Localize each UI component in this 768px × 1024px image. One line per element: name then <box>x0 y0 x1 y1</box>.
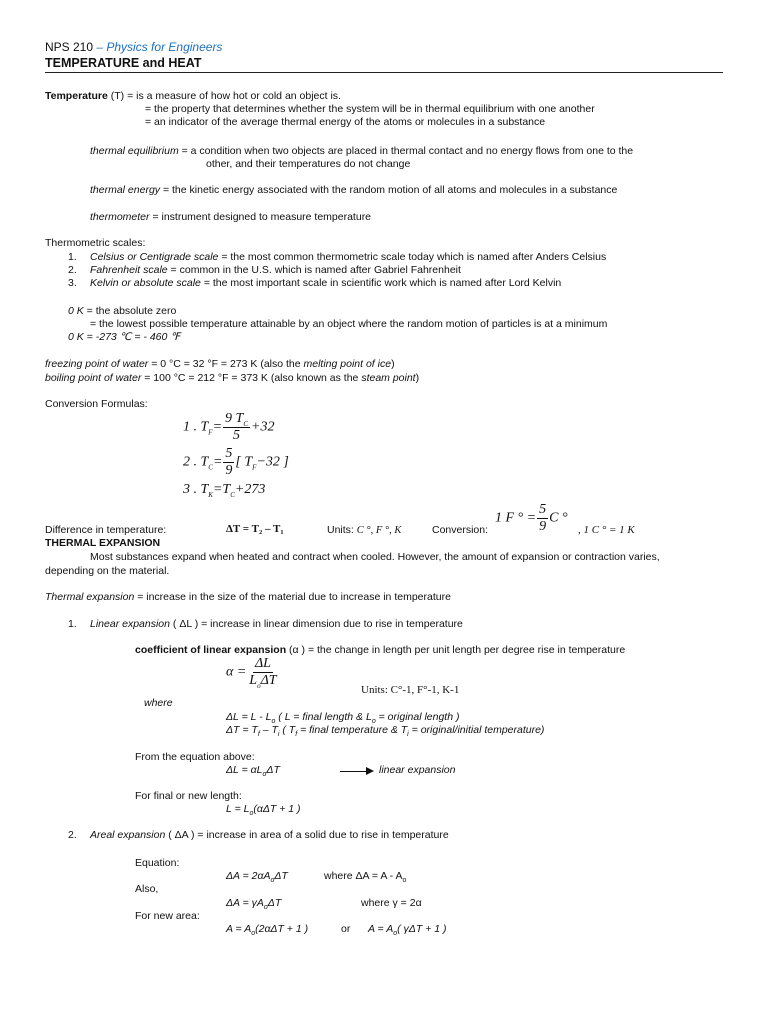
thermal-equilibrium-text: = a condition when two objects are placed in thermal contact and no energy flows from one to the <box>178 145 634 157</box>
areal-where-sub: o <box>402 877 407 885</box>
scale-term: Celsius or Centigrade scale <box>90 251 219 263</box>
scale-item <box>68 277 562 289</box>
units-line <box>327 524 401 536</box>
delta-t-a: ΔT = T <box>226 724 258 736</box>
thermal-expansion-para1: Most substances expand when heated and contract when cooled. However, the amount of expansion or contraction varies, <box>90 551 660 563</box>
temperature-def <box>45 90 341 102</box>
thermal-expansion-para2: depending on the material. <box>45 565 170 577</box>
areal-term: Areal expansion <box>90 829 166 841</box>
delta-l-c: = original length ) <box>375 711 460 723</box>
formula-2-den: 9 <box>225 463 233 478</box>
formula-1-num: 9 T <box>225 411 244 426</box>
also-label: Also, <box>135 883 159 895</box>
areal-eq1-sub: o <box>270 877 275 885</box>
formula-3-sub2: C <box>230 490 235 499</box>
thermal-energy-term: thermal energy <box>90 184 161 196</box>
coefficient-term: coefficient of linear expansion <box>135 644 287 656</box>
areal-eq1-a: ΔA = 2αA <box>226 870 271 882</box>
formula-1-tail: +32 <box>251 419 275 435</box>
thermal-equilibrium-term: thermal equilibrium <box>90 145 179 157</box>
conversion-heading: Conversion Formulas: <box>45 398 148 410</box>
freezing-term: freezing point of water <box>45 358 149 370</box>
formula-2-tail-sub: F <box>252 463 257 472</box>
difference-label: Difference in temperature: <box>45 524 167 536</box>
areal-where-a: where ΔA = A - A <box>324 870 403 882</box>
absolute-zero-term: 0 K <box>68 305 84 317</box>
linear-eq-a: ΔL = αL <box>226 764 263 776</box>
thermal-expansion-heading: THERMAL EXPANSION <box>45 537 161 549</box>
boiling-alt: steam point <box>361 372 416 384</box>
difference-formula: ΔT = T₂ – T₁ <box>226 523 284 535</box>
linear-eq-sub: o <box>262 771 267 779</box>
freezing-alt: melting point of ice <box>303 358 392 370</box>
boiling-point <box>45 372 419 384</box>
scale-item <box>68 251 607 263</box>
areal-eq3-d: ( γΔT + 1 ) <box>397 923 447 935</box>
conversion-label: Conversion: <box>432 524 489 536</box>
delta-t-b: – T <box>259 724 278 736</box>
thermometer-def <box>90 211 371 223</box>
course-subtitle: – Physics for Engineers <box>96 40 223 54</box>
formula-3 <box>183 482 265 498</box>
boiling-term: boiling point of water <box>45 372 142 384</box>
units-label: Units: <box>327 524 357 536</box>
linear-expansion-eq <box>226 764 280 779</box>
course-code: NPS 210 <box>45 40 94 54</box>
formula-2: 2 . $T_C=$ $\frac{5}{9}$ [ $T_F-32$ ] <box>183 446 289 478</box>
thermal-equilibrium-def <box>90 145 633 157</box>
thermal-equilibrium-text2: other, and their temperatures do not change <box>206 158 411 170</box>
areal-num: 2. <box>68 829 77 841</box>
formula-1-den: 5 <box>233 428 241 443</box>
final-length-label: For final or new length: <box>135 790 242 802</box>
delta-l-sub2: o <box>371 718 376 726</box>
areal-eq3-or: or <box>341 923 351 935</box>
areal-eq2-where: where γ = 2α <box>361 897 422 909</box>
areal-eq3-sub: o <box>251 930 256 938</box>
delta-t-sub4: i <box>407 731 409 739</box>
formula-1-sub: F <box>208 428 213 437</box>
thermal-energy-def <box>90 184 617 196</box>
linear-num: 1. <box>68 618 77 630</box>
final-length-eq <box>226 803 301 818</box>
areal-eq3-b: (2αΔT + 1 ) <box>255 923 309 935</box>
thermal-energy-text: = the kinetic energy associated with the random motion of all atoms and molecules in a substance <box>160 184 618 196</box>
delta-l-def <box>226 711 460 726</box>
linear-units: Units: C°-1, F°-1, K-1 <box>361 684 460 696</box>
coefficient-def <box>135 644 625 656</box>
absolute-zero-text: = the absolute zero <box>83 305 177 317</box>
linear-term: Linear expansion <box>90 618 170 630</box>
from-equation-label: From the equation above: <box>135 751 255 763</box>
formula-2-num: 5 <box>225 446 233 461</box>
alpha-den-sub: o <box>257 681 261 690</box>
course-header <box>45 40 222 54</box>
formula-1-num-sub: C <box>243 419 248 428</box>
linear-expansion-arrow-label: linear expansion <box>379 764 456 776</box>
temperature-def2: = the property that determines whether the system will be in thermal equilibrium with one another <box>145 103 595 115</box>
areal-text: ( ΔA ) = increase in area of a solid due to rise in temperature <box>165 829 449 841</box>
formula-2-sub: C <box>208 463 213 472</box>
arrow-line <box>340 771 368 772</box>
formula-2-tail-a: [ T <box>235 454 253 470</box>
delta-t-sub2: i <box>277 731 280 739</box>
absolute-zero-values: 0 K = -273 ℃ = - 460 ℉ <box>68 331 181 343</box>
delta-t-sub: f <box>257 731 260 739</box>
freezing-point <box>45 358 395 370</box>
formula-3-label: 3 . T <box>183 482 209 497</box>
absolute-zero-def <box>68 305 176 317</box>
areal-eq3-sub2: o <box>393 930 398 938</box>
areal-eq3-alt <box>368 923 447 938</box>
alpha-den: L <box>249 673 258 688</box>
scale-text: = the most common thermometric scale today which is named after Anders Celsius <box>218 251 607 263</box>
temperature-def3: = an indicator of the average thermal energy of the atoms or molecules in a substance <box>145 116 546 128</box>
areal-eq1-b: ΔT <box>274 870 288 882</box>
arrow-right-icon <box>366 767 374 775</box>
alpha-den-tail: ΔT <box>260 673 277 688</box>
thermal-expansion-def <box>45 591 451 603</box>
freezing-close: ) <box>391 358 395 370</box>
temperature-term: Temperature <box>45 90 108 102</box>
areal-eq1-where <box>324 870 407 885</box>
conversion-num: 5 <box>539 502 547 517</box>
alpha-formula <box>226 657 280 688</box>
thermal-expansion-text: = increase in the size of the material due to increase in temperature <box>134 591 451 603</box>
scale-num: 3. <box>68 277 77 289</box>
scale-term: Fahrenheit scale <box>90 264 168 276</box>
conversion-formula <box>495 503 568 534</box>
areal-eq1 <box>226 870 288 885</box>
areal-eq3-a: A = A <box>226 923 252 935</box>
thermal-expansion-term: Thermal expansion <box>45 591 135 603</box>
page-title: TEMPERATURE and HEAT <box>45 56 202 70</box>
delta-t-d: = final temperature & T <box>297 724 408 736</box>
conversion-right: C ° <box>549 510 568 526</box>
linear-text: ( ΔL ) = increase in linear dimension due to rise in temperature <box>169 618 463 630</box>
header-rule <box>45 72 723 73</box>
conversion-den: 9 <box>539 519 547 534</box>
thermometer-text: = instrument designed to measure temperature <box>149 211 372 223</box>
scale-text: = the most important scale in scientific work which is named after Lord Kelvin <box>200 277 562 289</box>
delta-l-a: ΔL = L - L <box>226 711 272 723</box>
scale-num: 1. <box>68 251 77 263</box>
formula-1: 1 . $T_F=$ $\frac{9 T_C}{5}$ +32 <box>183 411 275 443</box>
temperature-def1: (T) = is a measure of how hot or cold an object is. <box>107 90 341 102</box>
linear-eq-b: ΔT <box>266 764 280 776</box>
formula-2-tail-b: −32 ] <box>256 454 289 470</box>
formula-2-label: 2 . T <box>183 454 209 470</box>
delta-t-def <box>226 724 545 739</box>
delta-t-e: = original/initial temperature) <box>408 724 545 736</box>
areal-eq2-a: ΔA = γA <box>226 897 264 909</box>
scale-text: = common in the U.S. which is named after Gabriel Fahrenheit <box>167 264 461 276</box>
delta-l-sub: o <box>271 718 276 726</box>
thermometer-term: thermometer <box>90 211 150 223</box>
formula-3-eq: =T <box>212 482 231 497</box>
areal-eq2 <box>226 897 282 912</box>
scales-heading: Thermometric scales: <box>45 237 146 249</box>
areal-eq2-sub: o <box>263 904 268 912</box>
absolute-zero-def2: = the lowest possible temperature attainable by an object where the random motion of particles is at a minimum <box>90 318 608 330</box>
formula-1-label: 1 . T <box>183 419 209 435</box>
scale-num: 2. <box>68 264 77 276</box>
final-eq-a: L = L <box>226 803 250 815</box>
alpha-num: ΔL <box>254 656 271 671</box>
formula-3-tail: +273 <box>234 482 266 497</box>
areal-eq3 <box>226 923 309 938</box>
conversion-left: 1 F ° = <box>495 510 537 526</box>
conversion-tail: , 1 C ° = 1 K <box>578 524 635 536</box>
delta-t-sub3: f <box>295 731 298 739</box>
where-label: where <box>144 697 173 709</box>
freezing-eq: = 0 °C = 32 °F = 273 K (also the <box>148 358 304 370</box>
alpha-lhs: α = <box>226 664 247 680</box>
coefficient-text: (α ) = the change in length per unit length per degree rise in temperature <box>286 644 626 656</box>
areal-eq2-b: ΔT <box>267 897 282 909</box>
units-values: C °, F °, K <box>356 525 402 536</box>
linear-expansion-item <box>68 618 463 630</box>
final-eq-sub: o <box>249 810 254 818</box>
areal-expansion-item <box>68 829 449 841</box>
scale-term: Kelvin or absolute scale <box>90 277 201 289</box>
boiling-close: ) <box>415 372 420 384</box>
equation-label: Equation: <box>135 857 180 869</box>
delta-t-c: ( T <box>279 724 296 736</box>
areal-eq3-c: A = A <box>368 923 394 935</box>
delta-l-b: ( L = final length & L <box>275 711 372 723</box>
boiling-eq: = 100 °C = 212 °F = 373 K (also known as the <box>141 372 362 384</box>
formula-3-sub: K <box>208 490 213 499</box>
scale-item <box>68 264 461 276</box>
final-eq-b: (αΔT + 1 ) <box>253 803 301 815</box>
new-area-label: For new area: <box>135 910 200 922</box>
